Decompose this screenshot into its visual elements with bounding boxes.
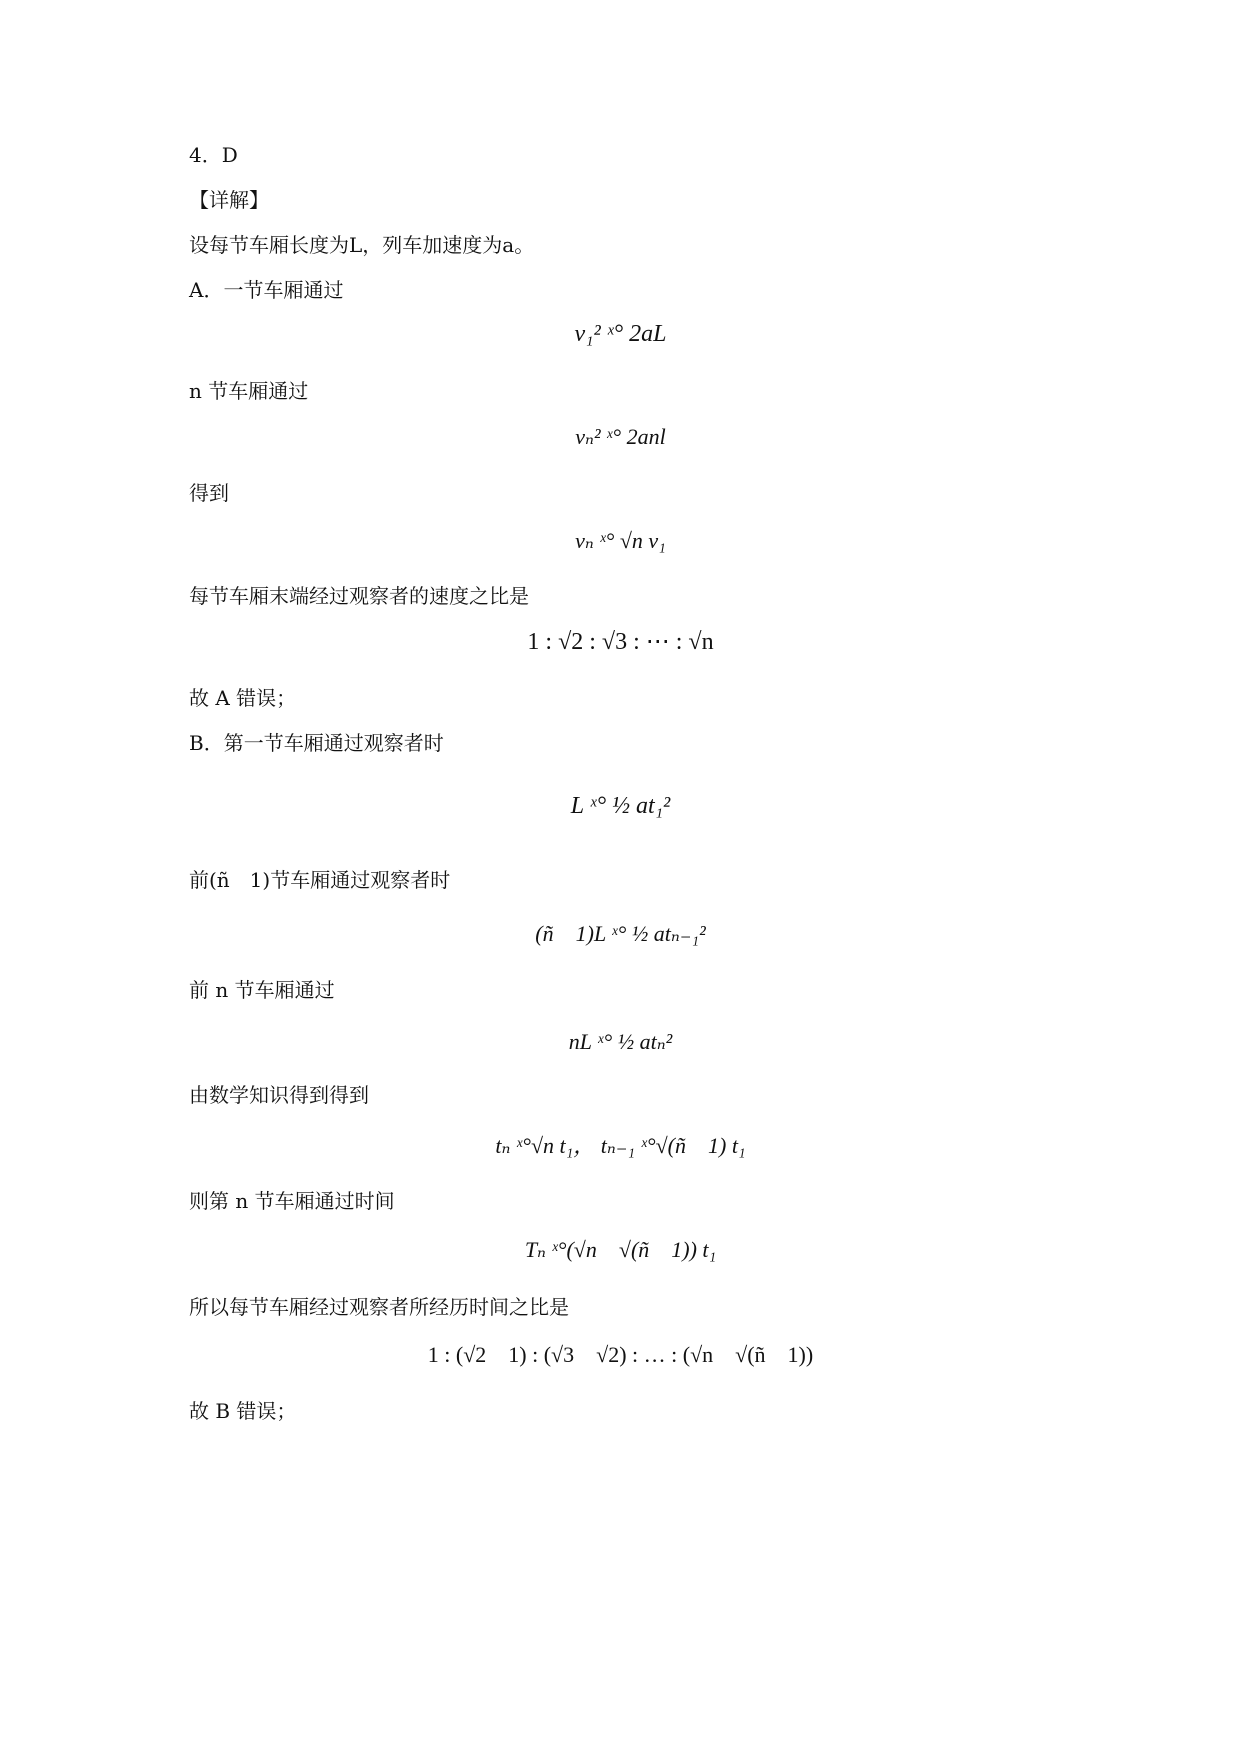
math-result-text: 由数学知识得到得到 bbox=[189, 1083, 369, 1107]
part-a-heading: A．一节车厢通过 bbox=[189, 278, 344, 302]
equation-8: tₙ ˣ°√n t₁， tₙ₋₁ ˣ°√(ñ 1) t₁ bbox=[495, 1133, 746, 1158]
part-b-heading: B．第一节车厢通过观察者时 bbox=[189, 731, 444, 755]
equation-6: (ñ 1)L ˣ° ½ atₙ₋₁² bbox=[535, 921, 706, 946]
a-wrong-text: 故 A 错误； bbox=[189, 686, 297, 710]
equation-3: vₙ ˣ° √n v₁ bbox=[575, 528, 666, 553]
equation-9: Tₙ ˣ°(√n √(ñ 1)) t₁ bbox=[524, 1237, 717, 1262]
equation-7: nL ˣ° ½ atₙ² bbox=[568, 1029, 673, 1054]
equation-4: 1 : √2 : √3 : ⋯ : √n bbox=[527, 629, 714, 655]
b-wrong-text: 故 B 错误； bbox=[189, 1399, 297, 1423]
first-n-text: 前 n 节车厢通过 bbox=[189, 978, 335, 1002]
equation-1: v₁² ˣ° 2aL bbox=[574, 321, 667, 347]
nth-car-time-text: 则第 n 节车厢通过时间 bbox=[189, 1189, 395, 1213]
question-number: 4．D bbox=[189, 143, 238, 167]
first-n-minus-1-text: 前(ñ 1)节车厢通过观察者时 bbox=[189, 868, 451, 892]
speed-ratio-text: 每节车厢末端经过观察者的速度之比是 bbox=[189, 584, 529, 608]
equation-2: vₙ² ˣ° 2anl bbox=[575, 424, 666, 449]
equation-5: L ˣ° ½ at₁² bbox=[570, 793, 671, 819]
detail-header: 【详解】 bbox=[189, 188, 269, 212]
equation-10: 1 : (√2 1) : (√3 √2) : … : (√n √(ñ 1)) bbox=[427, 1342, 814, 1367]
result-text-1: 得到 bbox=[189, 481, 229, 505]
time-ratio-text: 所以每节车厢经过观察者所经历时间之比是 bbox=[189, 1295, 569, 1319]
assumption-text: 设每节车厢长度为L，列车加速度为a。 bbox=[189, 233, 535, 257]
n-cars-text: n 节车厢通过 bbox=[189, 379, 309, 403]
